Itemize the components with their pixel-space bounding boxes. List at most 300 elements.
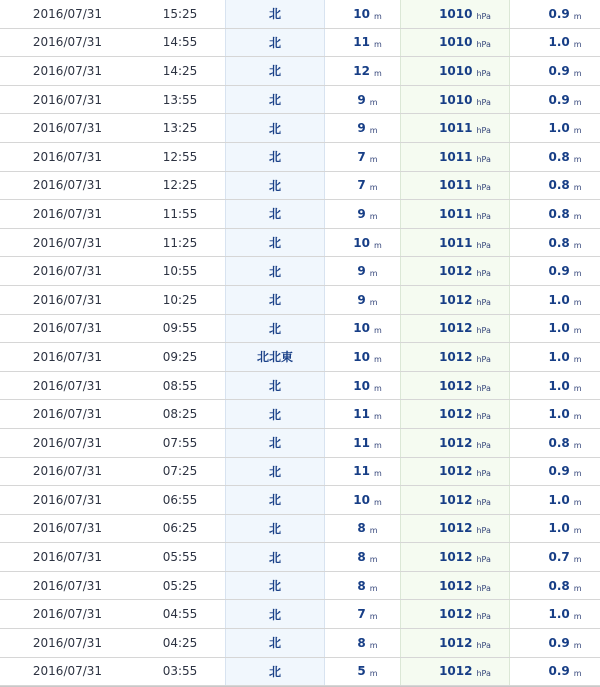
pressure-value: 1010 xyxy=(439,63,473,78)
table-row xyxy=(0,286,600,315)
visibility-cell xyxy=(325,229,400,257)
pressure-value-group xyxy=(439,207,491,221)
visibility-unit: m xyxy=(369,669,378,679)
table-row xyxy=(0,572,600,601)
wave-height-value-group xyxy=(548,579,581,593)
wind-direction-cell: 北 xyxy=(225,629,325,657)
visibility-value: 9 xyxy=(357,264,366,279)
visibility-value-group xyxy=(357,550,377,564)
wind-direction-cell: 北 xyxy=(225,400,325,428)
pressure-cell xyxy=(400,515,510,543)
visibility-value: 11 xyxy=(353,35,370,50)
visibility-value-group xyxy=(353,464,382,478)
wind-direction-cell: 北 xyxy=(225,229,325,257)
wave-height-unit: m xyxy=(573,240,582,250)
wave-height-cell xyxy=(510,400,600,428)
wave-height-unit: m xyxy=(573,640,582,650)
date-cell: 2016/07/31 xyxy=(32,407,103,422)
wave-height-value-group xyxy=(548,464,581,478)
wave-height-cell xyxy=(510,543,600,571)
date-cell: 2016/07/31 xyxy=(32,292,103,307)
wave-height-cell xyxy=(510,57,600,85)
pressure-cell xyxy=(400,658,510,686)
wind-direction-cell: 北 xyxy=(225,0,325,28)
time-cell: 12:55 xyxy=(162,149,198,164)
wave-height-value-group xyxy=(548,207,581,221)
pressure-value-group xyxy=(439,350,491,364)
pressure-value-group xyxy=(439,607,491,621)
pressure-cell xyxy=(400,286,510,314)
visibility-cell xyxy=(325,543,400,571)
wave-height-value-group xyxy=(548,493,581,507)
wind-direction-cell: 北 xyxy=(225,114,325,142)
pressure-value: 1012 xyxy=(439,321,473,336)
wave-height-unit: m xyxy=(573,40,582,50)
visibility-value: 10 xyxy=(353,6,370,21)
visibility-value-group xyxy=(353,35,382,49)
visibility-value-group xyxy=(357,178,377,192)
time-cell: 13:55 xyxy=(162,92,198,107)
wave-height-cell xyxy=(510,286,600,314)
visibility-cell xyxy=(325,458,400,486)
date-cell: 2016/07/31 xyxy=(32,492,103,507)
pressure-value: 1011 xyxy=(439,206,473,221)
wave-height-cell xyxy=(510,486,600,514)
visibility-value: 8 xyxy=(357,550,366,565)
pressure-unit: hPa xyxy=(476,183,491,193)
time-cell: 05:55 xyxy=(162,550,198,565)
pressure-unit: hPa xyxy=(476,612,491,622)
wave-height-unit: m xyxy=(573,555,582,565)
visibility-value-group xyxy=(357,264,377,278)
wave-height-cell xyxy=(510,29,600,57)
date-cell: 2016/07/31 xyxy=(32,206,103,221)
visibility-unit: m xyxy=(369,297,378,307)
wave-height-value: 0.9 xyxy=(548,635,570,650)
pressure-value-group xyxy=(439,321,491,335)
table-row xyxy=(0,257,600,286)
pressure-cell xyxy=(400,458,510,486)
time-cell: 06:25 xyxy=(162,521,198,536)
wave-height-unit: m xyxy=(573,211,582,221)
visibility-cell xyxy=(325,372,400,400)
pressure-value-group xyxy=(439,636,491,650)
date-cell: 2016/07/31 xyxy=(32,321,103,336)
visibility-value: 5 xyxy=(357,664,366,679)
visibility-unit: m xyxy=(369,640,378,650)
wind-direction-cell: 北 xyxy=(225,315,325,343)
wave-height-unit: m xyxy=(573,297,582,307)
date-cell: 2016/07/31 xyxy=(32,178,103,193)
pressure-cell xyxy=(400,372,510,400)
date-cell: 2016/07/31 xyxy=(32,464,103,479)
visibility-cell xyxy=(325,315,400,343)
time-cell: 03:55 xyxy=(162,664,198,679)
date-cell: 2016/07/31 xyxy=(32,349,103,364)
wind-direction-cell: 北 xyxy=(225,200,325,228)
pressure-value: 1011 xyxy=(439,149,473,164)
pressure-cell xyxy=(400,229,510,257)
date-cell: 2016/07/31 xyxy=(32,521,103,536)
visibility-cell xyxy=(325,400,400,428)
wave-height-value: 0.9 xyxy=(548,63,570,78)
wave-height-value: 1.0 xyxy=(548,35,570,50)
visibility-cell xyxy=(325,200,400,228)
visibility-value: 10 xyxy=(353,378,370,393)
date-cell: 2016/07/31 xyxy=(32,149,103,164)
date-cell: 2016/07/31 xyxy=(32,63,103,78)
wave-height-value: 0.8 xyxy=(548,178,570,193)
time-cell: 08:25 xyxy=(162,407,198,422)
time-cell: 09:25 xyxy=(162,349,198,364)
table-row xyxy=(0,515,600,544)
pressure-cell xyxy=(400,0,510,28)
wind-direction-cell: 北 xyxy=(225,458,325,486)
pressure-cell xyxy=(400,400,510,428)
wind-direction-cell: 北 xyxy=(225,86,325,114)
visibility-cell xyxy=(325,515,400,543)
pressure-cell xyxy=(400,572,510,600)
pressure-value-group xyxy=(439,521,491,535)
visibility-unit: m xyxy=(373,469,382,479)
visibility-cell xyxy=(325,114,400,142)
pressure-unit: hPa xyxy=(476,11,491,21)
visibility-value: 11 xyxy=(353,435,370,450)
time-cell: 04:25 xyxy=(162,635,198,650)
wave-height-value: 1.0 xyxy=(548,321,570,336)
wave-height-value-group xyxy=(548,521,581,535)
time-cell: 14:25 xyxy=(162,63,198,78)
visibility-cell xyxy=(325,286,400,314)
wave-height-value-group xyxy=(548,293,581,307)
wave-height-cell xyxy=(510,629,600,657)
visibility-value-group xyxy=(353,407,382,421)
wave-height-unit: m xyxy=(573,497,582,507)
wave-height-value-group xyxy=(548,436,581,450)
wave-height-cell xyxy=(510,172,600,200)
visibility-value: 10 xyxy=(353,492,370,507)
wave-height-value-group xyxy=(548,121,581,135)
pressure-unit: hPa xyxy=(476,297,491,307)
date-cell: 2016/07/31 xyxy=(32,35,103,50)
pressure-unit: hPa xyxy=(476,640,491,650)
time-cell: 14:55 xyxy=(162,35,198,50)
visibility-cell xyxy=(325,57,400,85)
table-row xyxy=(0,629,600,658)
visibility-cell xyxy=(325,143,400,171)
pressure-value: 1012 xyxy=(439,550,473,565)
visibility-unit: m xyxy=(369,126,378,136)
pressure-cell xyxy=(400,629,510,657)
visibility-value-group xyxy=(357,636,377,650)
wave-height-value-group xyxy=(548,264,581,278)
wind-direction-cell: 北 xyxy=(225,600,325,628)
table-row xyxy=(0,57,600,86)
pressure-value-group xyxy=(439,436,491,450)
wave-height-cell xyxy=(510,86,600,114)
wind-direction-cell: 北 xyxy=(225,486,325,514)
wave-height-value-group xyxy=(548,236,581,250)
wind-direction-cell: 北北東 xyxy=(225,343,325,371)
pressure-cell xyxy=(400,143,510,171)
date-cell: 2016/07/31 xyxy=(32,6,103,21)
table-row xyxy=(0,200,600,229)
visibility-value-group xyxy=(357,664,377,678)
date-cell: 2016/07/31 xyxy=(32,378,103,393)
pressure-cell xyxy=(400,172,510,200)
date-cell: 2016/07/31 xyxy=(32,235,103,250)
time-cell: 06:55 xyxy=(162,492,198,507)
wind-direction-cell: 北 xyxy=(225,172,325,200)
visibility-unit: m xyxy=(369,555,378,565)
visibility-unit: m xyxy=(369,269,378,279)
visibility-unit: m xyxy=(369,583,378,593)
pressure-cell xyxy=(400,315,510,343)
visibility-value: 9 xyxy=(357,292,366,307)
visibility-cell xyxy=(325,600,400,628)
visibility-unit: m xyxy=(373,383,382,393)
wave-height-cell xyxy=(510,114,600,142)
wave-height-value-group xyxy=(548,379,581,393)
visibility-value-group xyxy=(353,379,382,393)
pressure-unit: hPa xyxy=(476,412,491,422)
time-cell: 11:55 xyxy=(162,206,198,221)
wave-height-value: 1.0 xyxy=(548,521,570,536)
pressure-unit: hPa xyxy=(476,440,491,450)
wave-height-value: 1.0 xyxy=(548,607,570,622)
pressure-unit: hPa xyxy=(476,154,491,164)
pressure-unit: hPa xyxy=(476,211,491,221)
wave-height-unit: m xyxy=(573,154,582,164)
wave-height-unit: m xyxy=(573,11,582,21)
visibility-value-group xyxy=(357,150,377,164)
date-cell: 2016/07/31 xyxy=(32,578,103,593)
date-cell: 2016/07/31 xyxy=(32,435,103,450)
table-row xyxy=(0,172,600,201)
wave-height-value: 0.9 xyxy=(548,6,570,21)
date-cell: 2016/07/31 xyxy=(32,635,103,650)
visibility-value-group xyxy=(357,293,377,307)
time-cell: 12:25 xyxy=(162,178,198,193)
wave-height-value-group xyxy=(548,178,581,192)
pressure-value: 1012 xyxy=(439,635,473,650)
pressure-value: 1010 xyxy=(439,35,473,50)
pressure-value: 1012 xyxy=(439,521,473,536)
pressure-value-group xyxy=(439,93,491,107)
visibility-cell xyxy=(325,343,400,371)
wind-direction-cell: 北 xyxy=(225,29,325,57)
wave-height-cell xyxy=(510,429,600,457)
pressure-unit: hPa xyxy=(476,40,491,50)
time-cell: 04:55 xyxy=(162,607,198,622)
wave-height-unit: m xyxy=(573,326,582,336)
visibility-unit: m xyxy=(373,11,382,21)
table-row xyxy=(0,400,600,429)
wave-height-cell xyxy=(510,229,600,257)
visibility-value: 7 xyxy=(357,607,366,622)
pressure-unit: hPa xyxy=(476,269,491,279)
wave-height-value: 0.9 xyxy=(548,264,570,279)
table-row xyxy=(0,315,600,344)
wave-height-unit: m xyxy=(573,526,582,536)
wave-height-unit: m xyxy=(573,126,582,136)
pressure-value-group xyxy=(439,579,491,593)
pressure-value: 1011 xyxy=(439,121,473,136)
visibility-unit: m xyxy=(369,612,378,622)
wave-height-unit: m xyxy=(573,354,582,364)
wave-height-value: 1.0 xyxy=(548,349,570,364)
pressure-value: 1010 xyxy=(439,92,473,107)
visibility-value: 10 xyxy=(353,321,370,336)
wave-height-value: 0.9 xyxy=(548,664,570,679)
visibility-unit: m xyxy=(369,154,378,164)
pressure-value: 1012 xyxy=(439,264,473,279)
pressure-unit: hPa xyxy=(476,469,491,479)
wave-height-cell xyxy=(510,0,600,28)
visibility-unit: m xyxy=(373,326,382,336)
wave-height-value-group xyxy=(548,664,581,678)
pressure-value-group xyxy=(439,407,491,421)
wind-direction-cell: 北 xyxy=(225,57,325,85)
wave-height-unit: m xyxy=(573,669,582,679)
wave-height-value-group xyxy=(548,350,581,364)
pressure-value-group xyxy=(439,64,491,78)
pressure-unit: hPa xyxy=(476,583,491,593)
wave-height-unit: m xyxy=(573,97,582,107)
pressure-value-group xyxy=(439,379,491,393)
wind-direction-cell: 北 xyxy=(225,658,325,686)
visibility-value-group xyxy=(353,7,382,21)
date-cell: 2016/07/31 xyxy=(32,121,103,136)
pressure-value: 1012 xyxy=(439,407,473,422)
pressure-cell xyxy=(400,57,510,85)
pressure-value: 1012 xyxy=(439,292,473,307)
wave-height-unit: m xyxy=(573,469,582,479)
pressure-cell xyxy=(400,600,510,628)
wind-direction-cell: 北 xyxy=(225,143,325,171)
time-cell: 07:55 xyxy=(162,435,198,450)
time-cell: 11:25 xyxy=(162,235,198,250)
visibility-unit: m xyxy=(373,240,382,250)
wind-direction-cell: 北 xyxy=(225,372,325,400)
pressure-value-group xyxy=(439,493,491,507)
pressure-value-group xyxy=(439,236,491,250)
wave-height-value: 1.0 xyxy=(548,407,570,422)
wave-height-cell xyxy=(510,515,600,543)
pressure-unit: hPa xyxy=(476,97,491,107)
wave-height-unit: m xyxy=(573,612,582,622)
visibility-unit: m xyxy=(373,497,382,507)
pressure-cell xyxy=(400,114,510,142)
wave-height-cell xyxy=(510,458,600,486)
table-row xyxy=(0,429,600,458)
pressure-cell xyxy=(400,86,510,114)
table-row xyxy=(0,114,600,143)
visibility-value: 9 xyxy=(357,206,366,221)
pressure-cell xyxy=(400,429,510,457)
pressure-value: 1011 xyxy=(439,178,473,193)
visibility-value: 8 xyxy=(357,578,366,593)
pressure-unit: hPa xyxy=(476,240,491,250)
pressure-value: 1012 xyxy=(439,464,473,479)
pressure-value-group xyxy=(439,121,491,135)
pressure-unit: hPa xyxy=(476,555,491,565)
pressure-unit: hPa xyxy=(476,68,491,78)
wave-height-unit: m xyxy=(573,383,582,393)
time-cell: 08:55 xyxy=(162,378,198,393)
wave-height-unit: m xyxy=(573,68,582,78)
wind-direction-cell: 北 xyxy=(225,257,325,285)
wave-height-value-group xyxy=(548,35,581,49)
wave-height-value: 1.0 xyxy=(548,292,570,307)
wave-height-value-group xyxy=(548,93,581,107)
visibility-unit: m xyxy=(369,211,378,221)
wave-height-cell xyxy=(510,600,600,628)
pressure-cell xyxy=(400,486,510,514)
time-cell: 05:25 xyxy=(162,578,198,593)
pressure-value: 1012 xyxy=(439,378,473,393)
wave-height-value: 1.0 xyxy=(548,121,570,136)
table-row xyxy=(0,143,600,172)
visibility-unit: m xyxy=(373,40,382,50)
visibility-value-group xyxy=(353,493,382,507)
wind-direction-cell: 北 xyxy=(225,543,325,571)
visibility-value: 8 xyxy=(357,521,366,536)
visibility-cell xyxy=(325,86,400,114)
wind-direction-cell: 北 xyxy=(225,429,325,457)
pressure-value: 1010 xyxy=(439,6,473,21)
visibility-cell xyxy=(325,486,400,514)
pressure-value-group xyxy=(439,35,491,49)
wave-height-value-group xyxy=(548,64,581,78)
visibility-value: 11 xyxy=(353,464,370,479)
pressure-value-group xyxy=(439,664,491,678)
pressure-unit: hPa xyxy=(476,126,491,136)
visibility-cell xyxy=(325,0,400,28)
time-cell: 07:25 xyxy=(162,464,198,479)
wave-height-value: 0.8 xyxy=(548,149,570,164)
wave-height-cell xyxy=(510,257,600,285)
wind-direction-cell: 北 xyxy=(225,286,325,314)
table-row xyxy=(0,0,600,29)
pressure-value: 1012 xyxy=(439,578,473,593)
visibility-value-group xyxy=(353,321,382,335)
wave-height-value: 0.8 xyxy=(548,435,570,450)
wave-height-cell xyxy=(510,658,600,686)
wave-height-value: 0.8 xyxy=(548,206,570,221)
pressure-value: 1012 xyxy=(439,607,473,622)
visibility-cell xyxy=(325,658,400,686)
date-cell: 2016/07/31 xyxy=(32,92,103,107)
pressure-cell xyxy=(400,543,510,571)
visibility-value: 9 xyxy=(357,92,366,107)
pressure-value-group xyxy=(439,150,491,164)
table-row xyxy=(0,600,600,629)
pressure-value-group xyxy=(439,550,491,564)
wave-height-value-group xyxy=(548,636,581,650)
date-cell: 2016/07/31 xyxy=(32,607,103,622)
wave-height-value-group xyxy=(548,321,581,335)
wind-direction-cell: 北 xyxy=(225,515,325,543)
visibility-value: 10 xyxy=(353,349,370,364)
wave-height-value: 0.8 xyxy=(548,578,570,593)
visibility-cell xyxy=(325,29,400,57)
wind-direction-cell: 北 xyxy=(225,572,325,600)
visibility-value: 7 xyxy=(357,149,366,164)
date-cell: 2016/07/31 xyxy=(32,664,103,679)
table-row xyxy=(0,486,600,515)
wave-height-cell xyxy=(510,315,600,343)
